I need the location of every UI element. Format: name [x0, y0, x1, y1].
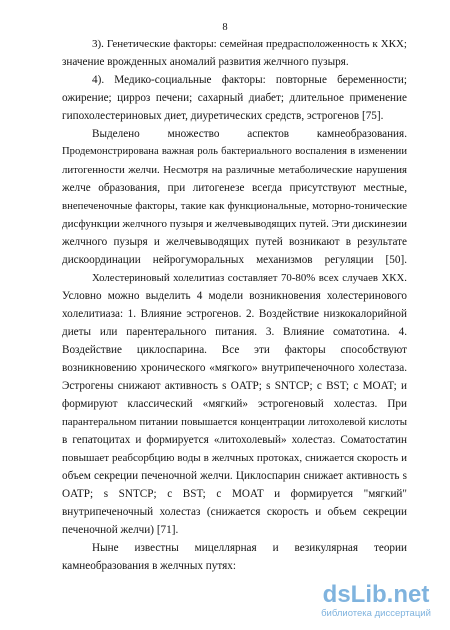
- text-line: литогенности желчи. Несмотря на различные метаболические нарушения: [62, 164, 407, 176]
- text-line: в гепатоцитах и формируется «литохолевый» холестаз. Соматостатин: [62, 434, 407, 446]
- text-line: внепеченочные факторы, такие как функциональные, моторно-тонические: [62, 200, 407, 212]
- watermark-subtitle: библиотека диссертаций: [321, 608, 431, 619]
- text-line: Воздействие циклоспарина. Все эти факторы способствуют: [62, 344, 407, 356]
- text-line: ожирение; цирроз печени; сахарный диабет; длительное применение: [62, 92, 407, 104]
- page-number: 8: [222, 22, 228, 33]
- text-line: Выделено множество аспектов камнеобразования.: [92, 128, 407, 140]
- text-line: Продемонстрирована важная роль бактериального воспаления в изменении: [62, 146, 407, 157]
- text-line: 4). Медико-социальные факторы: повторные беременности;: [92, 74, 407, 86]
- text-line: возникновению хронического «мягкого» внутрипеченочного холестаза.: [62, 362, 407, 374]
- watermark: [316, 582, 436, 620]
- text-line: внутрипеченочный холестаз (снижается скорость и объем секреции: [62, 506, 407, 518]
- text-line: парантеральном питании повышается концентрации литохолевой кислоты: [62, 416, 407, 428]
- text-line: желче образования, при литогенезе всегда присутствуют местные,: [62, 182, 407, 194]
- text-line: гипохолестериновых диет, диуретических средств, эстрогенов [75].: [62, 110, 384, 122]
- text-line: Условно можно выделить 4 модели возникновения холестеринового: [62, 290, 407, 302]
- text-line: дискоординации нейрогуморальных механизмов регуляции [50].: [62, 254, 407, 266]
- text-line: OATP; s SNTCP; c BST; c MOAT и формируется "мягкий": [62, 488, 407, 500]
- text-line: Ныне известны мицеллярная и везикулярная теории: [92, 542, 407, 554]
- text-line: 3). Генетические факторы: семейная предрасположенность к ХКХ;: [92, 38, 407, 50]
- text-line: камнеобразования в желчных путях:: [62, 560, 236, 572]
- text-line: значение врожденных аномалий развития желчного пузыря.: [62, 56, 349, 68]
- text-line: повышает реабсорбцию воды в желчных протоках, снижается скорость и: [62, 452, 407, 464]
- text-line: диеты или парентерального питания. 3. Влияние соматотина. 4.: [62, 326, 407, 338]
- text-line: желчного пузыря и желчевыводящих путей возникают в результате: [62, 236, 407, 248]
- text-line: объем секреции печеночной желчи. Циклоспарин снижает активность s: [62, 470, 407, 482]
- text-line: Эстрогены снижают активность s OATP; s SNTCP; c BST; c MOAT; и: [62, 380, 407, 392]
- watermark-logo: dsLib.net: [322, 581, 430, 608]
- body-text: [62, 35, 407, 575]
- text-line: холелитиаза: 1. Влияние эстрогенов. 2. Воздействие низкокалорийной: [62, 308, 407, 320]
- text-line: дисфункции желчного пузыря и желчевыводящих путей. Эти дискинезии: [62, 218, 407, 230]
- text-line: Холестериновый холелитиаз составляет 70-80% всех случаев ХКХ.: [92, 272, 407, 284]
- text-line: печеночной желчи) [71].: [62, 524, 179, 536]
- text-line: формируют классический «мягкий» эстрогеновый холестаз. При: [62, 398, 407, 410]
